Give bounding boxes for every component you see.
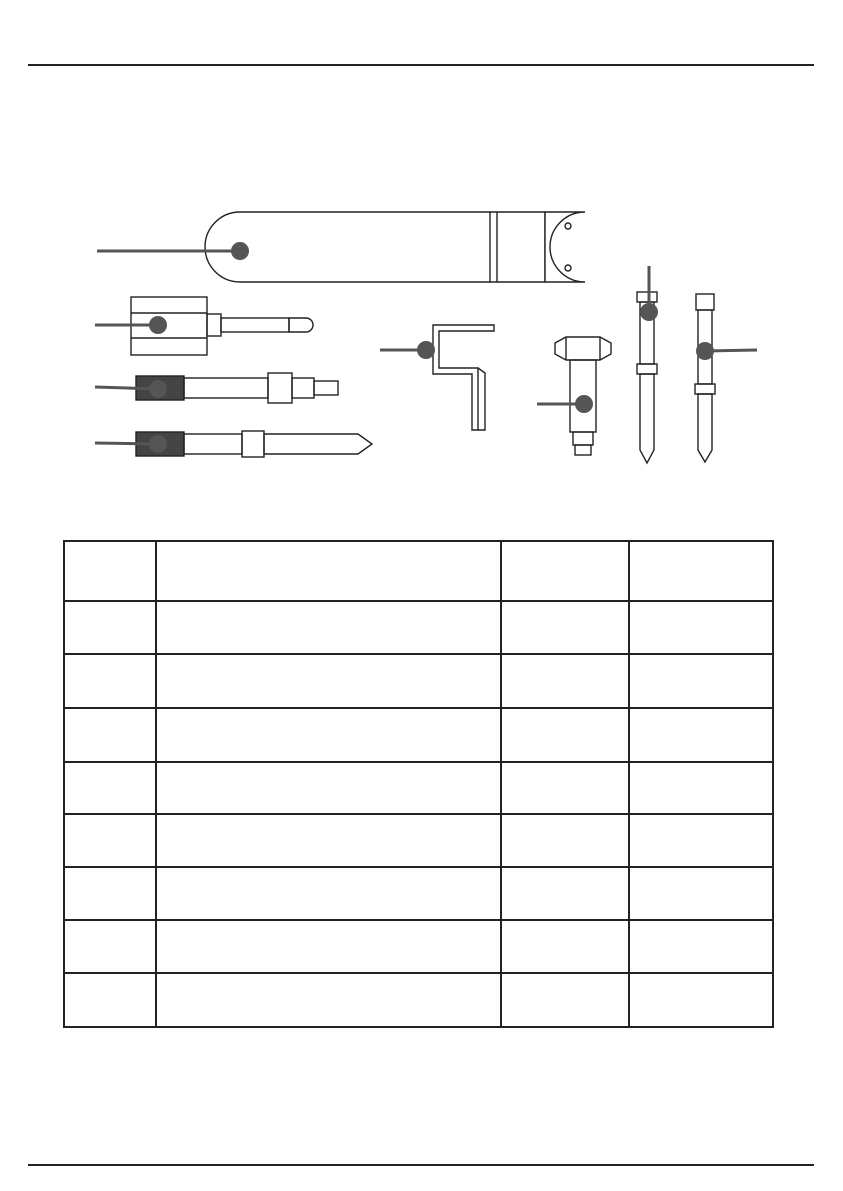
footer-rule bbox=[28, 1164, 814, 1166]
callout-line bbox=[95, 387, 158, 389]
callout-dot bbox=[149, 380, 167, 398]
callout-dot bbox=[231, 242, 249, 260]
callout-dot bbox=[640, 303, 658, 321]
callout-dot bbox=[575, 395, 593, 413]
column-divider bbox=[155, 542, 157, 1026]
knurled-adapter-long-drawing bbox=[136, 431, 372, 457]
parts-table bbox=[63, 540, 774, 1028]
callout-dot bbox=[417, 341, 435, 359]
callout-dot bbox=[149, 435, 167, 453]
row-divider bbox=[65, 813, 772, 815]
callout-line bbox=[95, 443, 158, 444]
callout-dot bbox=[696, 342, 714, 360]
tools-illustration bbox=[0, 0, 843, 480]
row-divider bbox=[65, 972, 772, 974]
column-divider bbox=[628, 542, 630, 1026]
long-pin-right-drawing bbox=[695, 294, 715, 462]
row-divider bbox=[65, 761, 772, 763]
row-divider bbox=[65, 919, 772, 921]
row-divider bbox=[65, 866, 772, 868]
wrench-bar-drawing bbox=[205, 212, 585, 282]
column-divider bbox=[500, 542, 502, 1026]
row-divider bbox=[65, 653, 772, 655]
row-divider bbox=[65, 707, 772, 709]
row-divider bbox=[65, 600, 772, 602]
l-shaped-key-drawing bbox=[433, 325, 494, 430]
callout-dot bbox=[149, 316, 167, 334]
